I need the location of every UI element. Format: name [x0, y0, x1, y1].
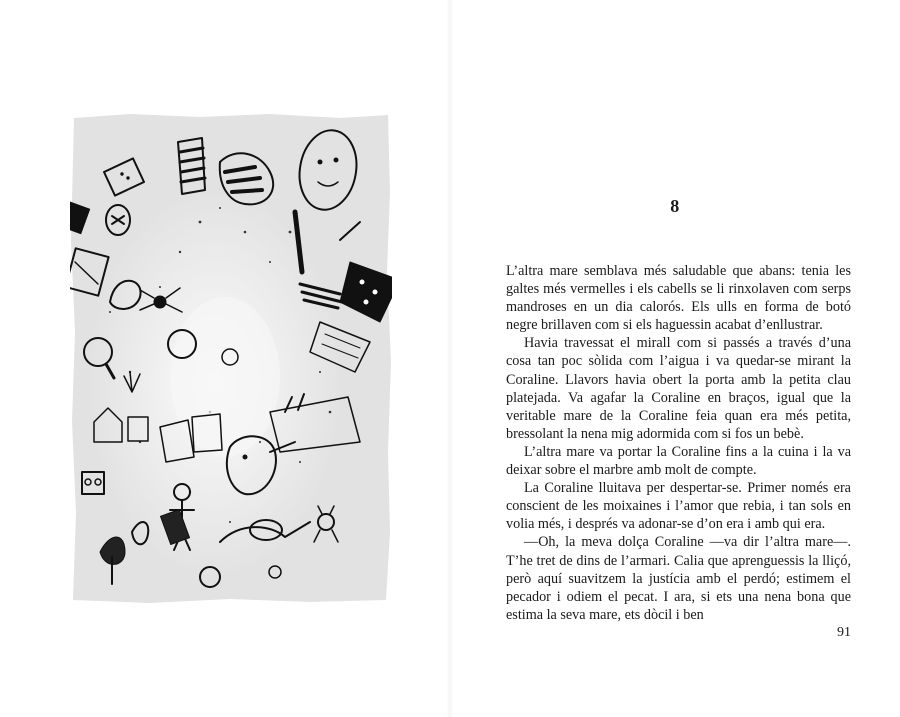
paragraph: Havia travessat el mirall com si passés a través d’una cosa tan poc sòlida com l’aigua i va quedar-se mirant la Coraline. Llavors havia obert la porta amb la petita clau platejada. Va agafar la Coraline en braços, igual que la veritable mare de la Coraline feia quan era més petita, bressolant la nena mig adormida com si fos un bebè.	[506, 335, 851, 442]
right-page	[450, 0, 900, 717]
chapter-illustration	[70, 112, 392, 604]
chapter-number: 8	[670, 196, 680, 216]
paragraph: L’altra mare semblava més saludable que abans: tenia les galtes més vermelles i els cabells se li rinxolaven com serps mandroses en un dia calorós. Els ulls en forma de botó negre brillaven com si els haguessin acabat d’enllustrar.	[506, 263, 851, 334]
page-number: 91	[837, 625, 851, 640]
chapter-body-text	[506, 262, 851, 624]
paragraph: —Oh, la meva dolça Coraline —va dir l’altra mare—. T’he tret de dins de l’armari. Calia que aprenguessis la lliçó, però aquí suavitzem la justícia amb el perdó; estimem el pecador i odiem el pecat. I ara, si ets una nena bona que estima la seva mare, ets dòcil i ben	[506, 534, 851, 623]
paragraph: L’altra mare va portar la Coraline fins a la cuina i la va deixar sobre el marbre amb molt de compte.	[506, 443, 851, 479]
paragraph: La Coraline lluitava per despertar-se. Primer només era conscient de les moixaines i l’amor que rebia, i tan sols en volia més, i després va adonar-se d’on era i amb qui era.	[506, 480, 851, 533]
illustration-drawing	[70, 112, 392, 604]
